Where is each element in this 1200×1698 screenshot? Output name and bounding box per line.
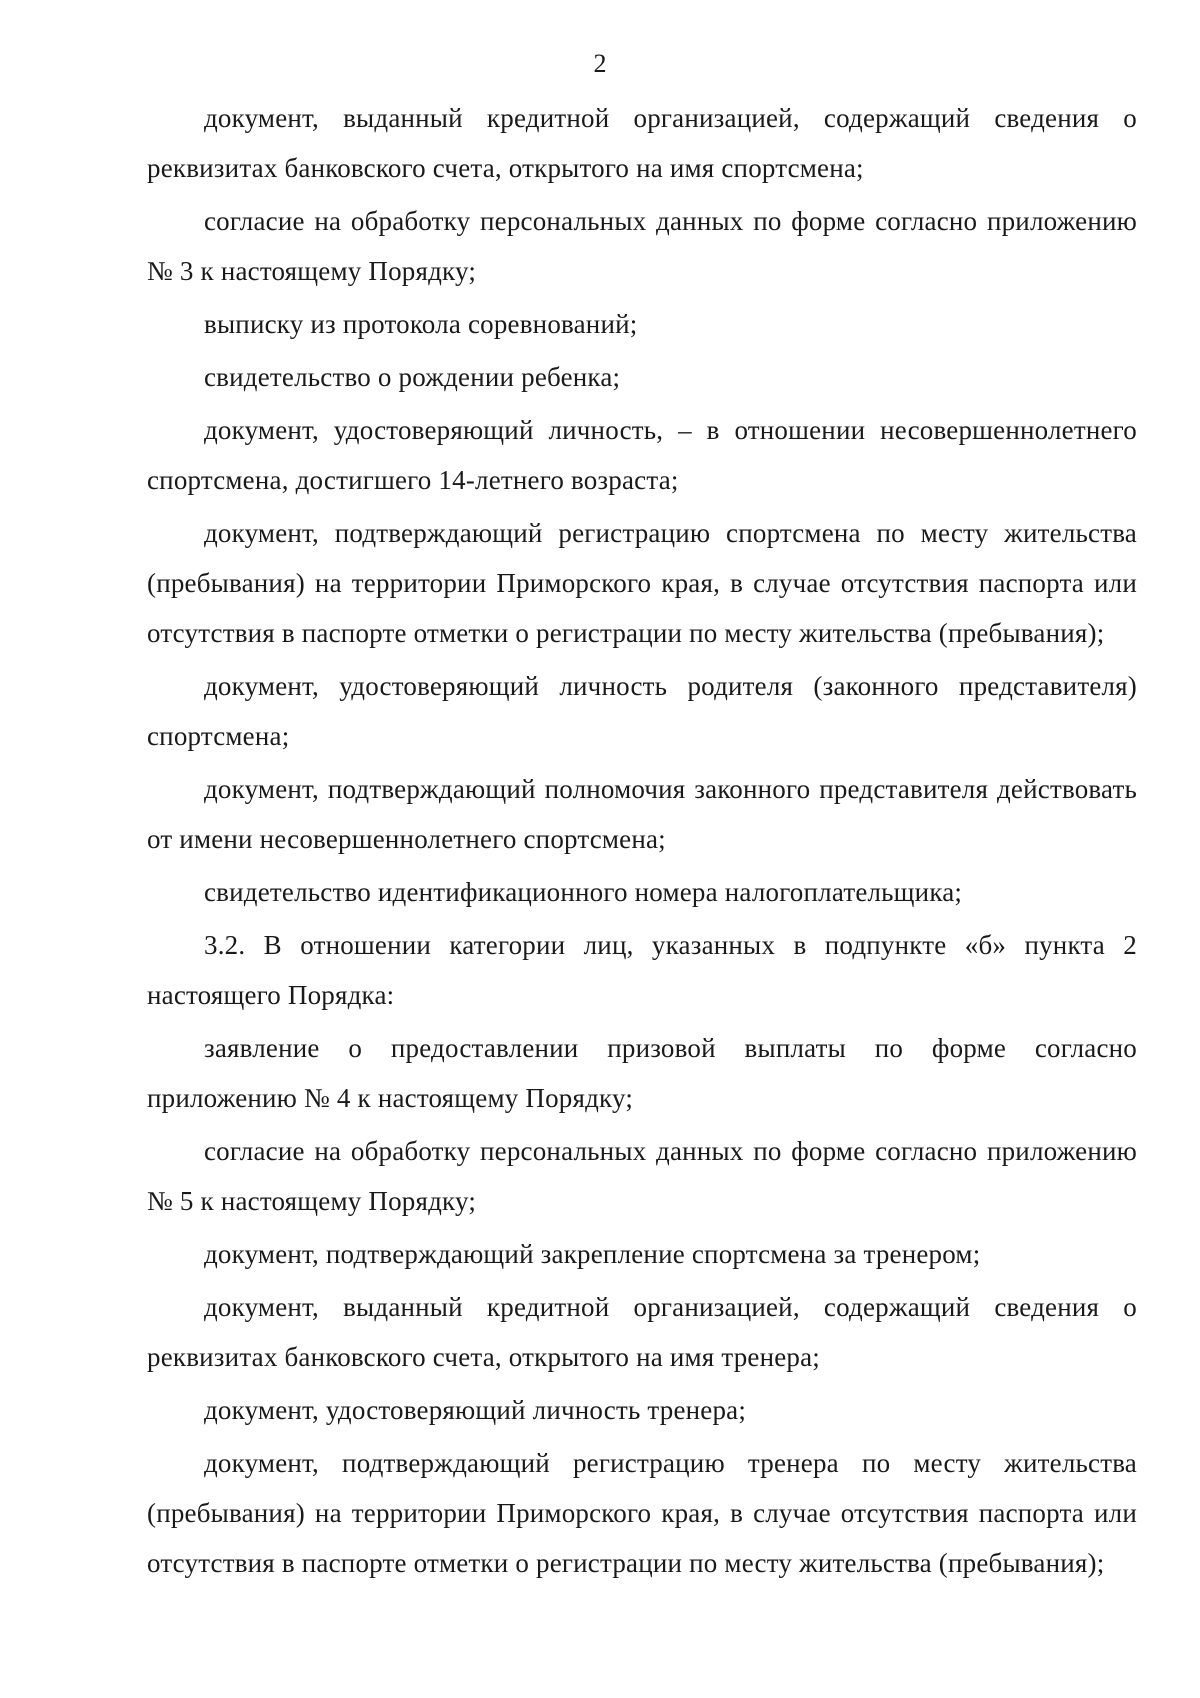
paragraph: заявление о предоставлении призовой выплаты по форме согласно приложению № 4 к настоящему Порядку; [147,1033,1137,1113]
paragraph: документ, подтверждающий регистрацию тренера по месту жительства (пребывания) на территории Приморского края, в случае отсутствия паспорта или отсутствия в паспорте отметки о регистрации по месту жительства (пребывания); [147,1448,1137,1578]
paragraph: документ, выданный кредитной организацией, содержащий сведения о реквизитах банковского счета, открытого на имя тренера; [147,1292,1137,1372]
paragraph: согласие на обработку персональных данных по форме согласно приложению № 5 к настоящему Порядку; [147,1136,1137,1216]
page-number: 2 [593,49,607,78]
paragraph: 3.2. В отношении категории лиц, указанных в подпункте «б» пункта 2 настоящего Порядка: [147,930,1137,1010]
paragraph: выписку из протокола соревнований; [204,309,638,339]
paragraph: согласие на обработку персональных данных по форме согласно приложению № 3 к настоящему Порядку; [147,206,1137,286]
paragraph: свидетельство о рождении ребенка; [204,362,621,392]
paragraph: документ, выданный кредитной организацией, содержащий сведения о реквизитах банковского счета, открытого на имя спортсмена; [147,103,1137,183]
paragraph: документ, подтверждающий полномочия законного представителя действовать от имени несовершеннолетнего спортсмена; [147,774,1137,854]
paragraph: документ, удостоверяющий личность, – в отношении несовершеннолетнего спортсмена, достигшего 14-летнего возраста; [147,415,1137,495]
document-body [147,93,1137,1591]
paragraph: свидетельство идентификационного номера налогоплательщика; [204,877,963,907]
paragraph: документ, удостоверяющий личность родителя (законного представителя) спортсмена; [147,671,1137,751]
paragraph: документ, подтверждающий регистрацию спортсмена по месту жительства (пребывания) на территории Приморского края, в случае отсутствия паспорта или отсутствия в паспорте отметки о регистрации по месту жительства (пребывания); [147,518,1137,648]
paragraph: документ, удостоверяющий личность тренера; [204,1395,747,1425]
paragraph: документ, подтверждающий закрепление спортсмена за тренером; [204,1239,981,1269]
